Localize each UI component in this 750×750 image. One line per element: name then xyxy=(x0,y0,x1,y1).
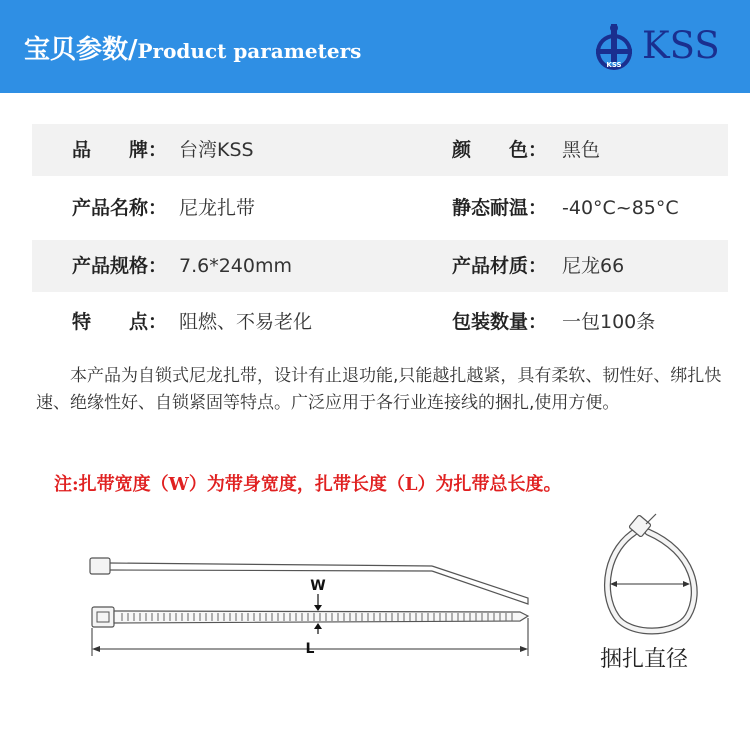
param-label: 品 牌： xyxy=(72,139,168,161)
param-label: 产品规格： xyxy=(72,255,168,277)
param-value: 尼龙扎带 xyxy=(179,197,256,219)
page-title xyxy=(24,29,361,66)
param-label: 特 点： xyxy=(72,311,168,333)
tie-head xyxy=(92,607,114,627)
param-row xyxy=(32,182,728,234)
cable-tie-diagram xyxy=(80,510,540,670)
param-value: 7.6*240mm xyxy=(179,255,292,277)
logo-small-text: KSS xyxy=(606,61,622,69)
loop-caption: 捆扎直径 xyxy=(600,647,689,672)
param-label: 颜 色： xyxy=(452,139,548,161)
param-row xyxy=(32,240,728,292)
param-value: 黑色 xyxy=(562,139,601,161)
param-row xyxy=(32,296,728,348)
tie-head-top xyxy=(90,558,110,574)
title-en: Product parameters xyxy=(137,39,362,63)
param-value: 台湾KSS xyxy=(179,139,254,161)
param-value: -40°C~85°C xyxy=(562,197,679,219)
header-banner xyxy=(0,0,750,93)
param-value: 阻燃、不易老化 xyxy=(179,311,313,333)
dimension-note: 注:扎带宽度（W）为带身宽度，扎带长度（L）为扎带总长度。 xyxy=(54,474,562,495)
length-label: L xyxy=(305,641,315,657)
param-row xyxy=(32,124,728,176)
product-description: 本产品为自锁式尼龙扎带，设计有止退功能,只能越扎越紧，具有柔软、韧性好、绑扎快速、绝缘性好、自锁紧固等特点。广泛应用于各行业连接线的捆扎,使用方便。 xyxy=(36,366,722,413)
param-value: 一包100条 xyxy=(562,311,656,333)
param-label: 包装数量： xyxy=(452,311,548,333)
param-value: 尼龙66 xyxy=(562,255,625,277)
param-label: 静态耐温： xyxy=(452,197,548,219)
kss-logo-icon xyxy=(592,22,640,72)
tie-loop-diagram xyxy=(596,512,706,642)
param-label: 产品材质： xyxy=(452,255,548,277)
brand-logo xyxy=(592,22,732,72)
logo-text: KSS xyxy=(642,24,720,67)
param-label: 产品名称： xyxy=(72,197,168,219)
width-label: W xyxy=(310,578,326,594)
title-cn: 宝贝参数/ xyxy=(24,35,138,65)
